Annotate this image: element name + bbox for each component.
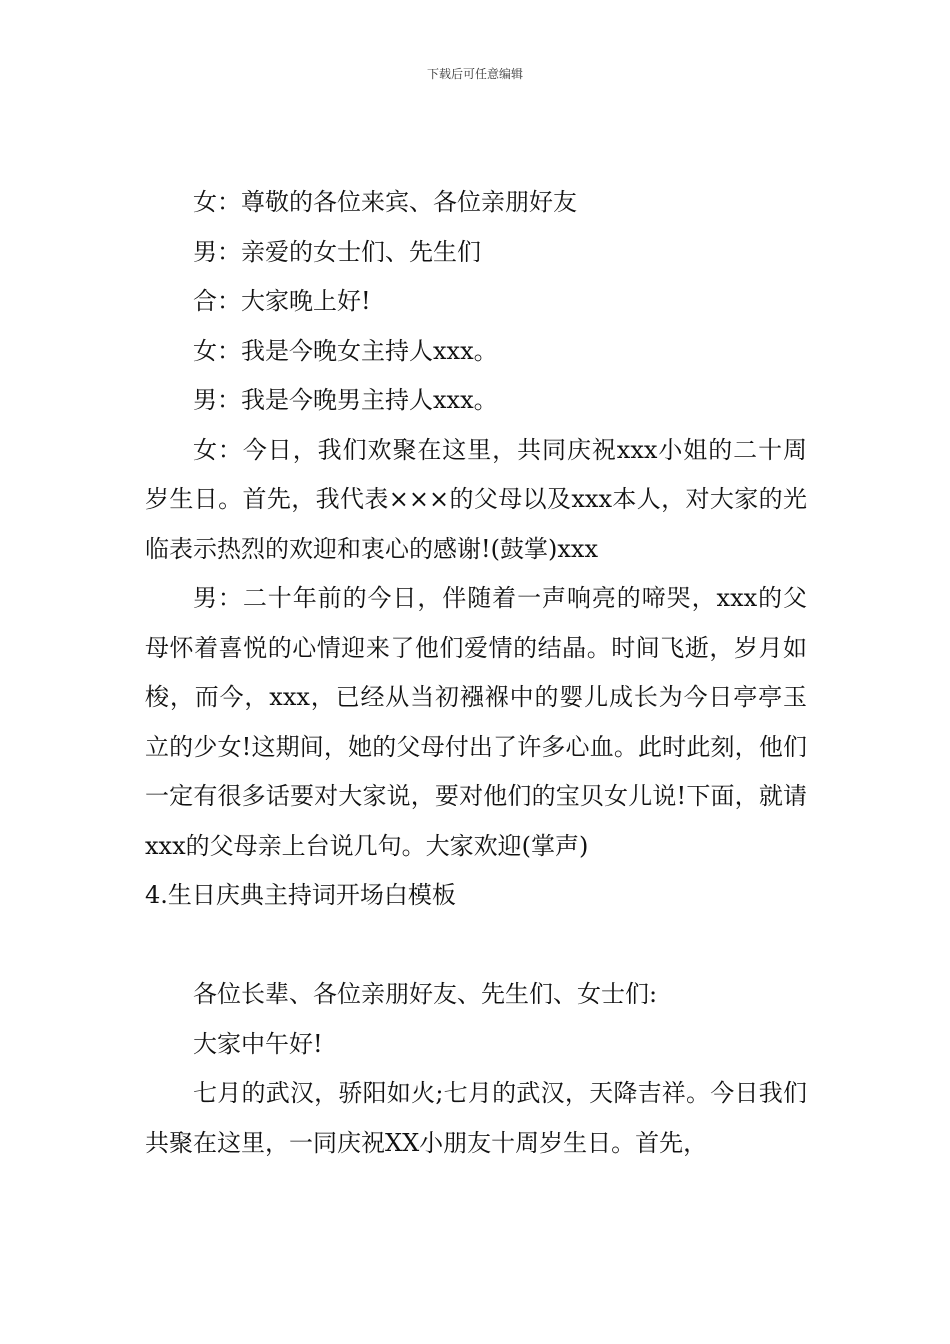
paragraph-salutation: 各位长辈、各位亲朋好友、先生们、女士们: bbox=[193, 980, 658, 1008]
paragraph-greeting-female: 女：尊敬的各位来宾、各位亲朋好友 bbox=[193, 188, 577, 216]
section-heading: 4.生日庆典主持词开场白模板 bbox=[145, 881, 456, 909]
paragraph-greeting-together: 合：大家晚上好! bbox=[193, 287, 371, 315]
paragraph-intro-female-host: 女：我是今晚女主持人xxx。 bbox=[193, 336, 498, 365]
paragraph-greeting-male: 男：亲爱的女士们、先生们 bbox=[193, 237, 481, 266]
page-header: 下载后可任意编辑 bbox=[426, 67, 523, 81]
spacer bbox=[145, 921, 807, 971]
paragraph-intro-male-host: 男：我是今晚男主持人xxx。 bbox=[193, 386, 498, 414]
document-body bbox=[145, 178, 807, 1168]
paragraph-welcome-speech: 女：今日，我们欢聚在这里，共同庆祝xxx小姐的二十周岁生日。首先，我代表×××的父母以及xxx本人，对大家的光临表示热烈的欢迎和衷心的感谢!(鼓掌)xxx bbox=[145, 435, 807, 563]
paragraph-july-wuhan: 七月的武汉，骄阳如火;七月的武汉，天降吉祥。今日我们共聚在这里，一同庆祝XX小朋友十周岁生日。首先， bbox=[145, 1079, 807, 1157]
paragraph-good-noon: 大家中午好! bbox=[193, 1029, 323, 1058]
paragraph-twenty-years: 男：二十年前的今日，伴随着一声响亮的啼哭，xxx的父母怀着喜悦的心情迎来了他们爱情的结晶。时间飞逝，岁月如梭，而今，xxx，已经从当初襁褓中的婴儿成长为今日亭亭玉立的少女!这期间，她的父母付出了许多心血。此时此刻，他们一定有很多话要对大家说，要对他们的宝贝女儿说!下面，就请xxx的父母亲上台说几句。大家欢迎(掌声) bbox=[145, 584, 807, 860]
